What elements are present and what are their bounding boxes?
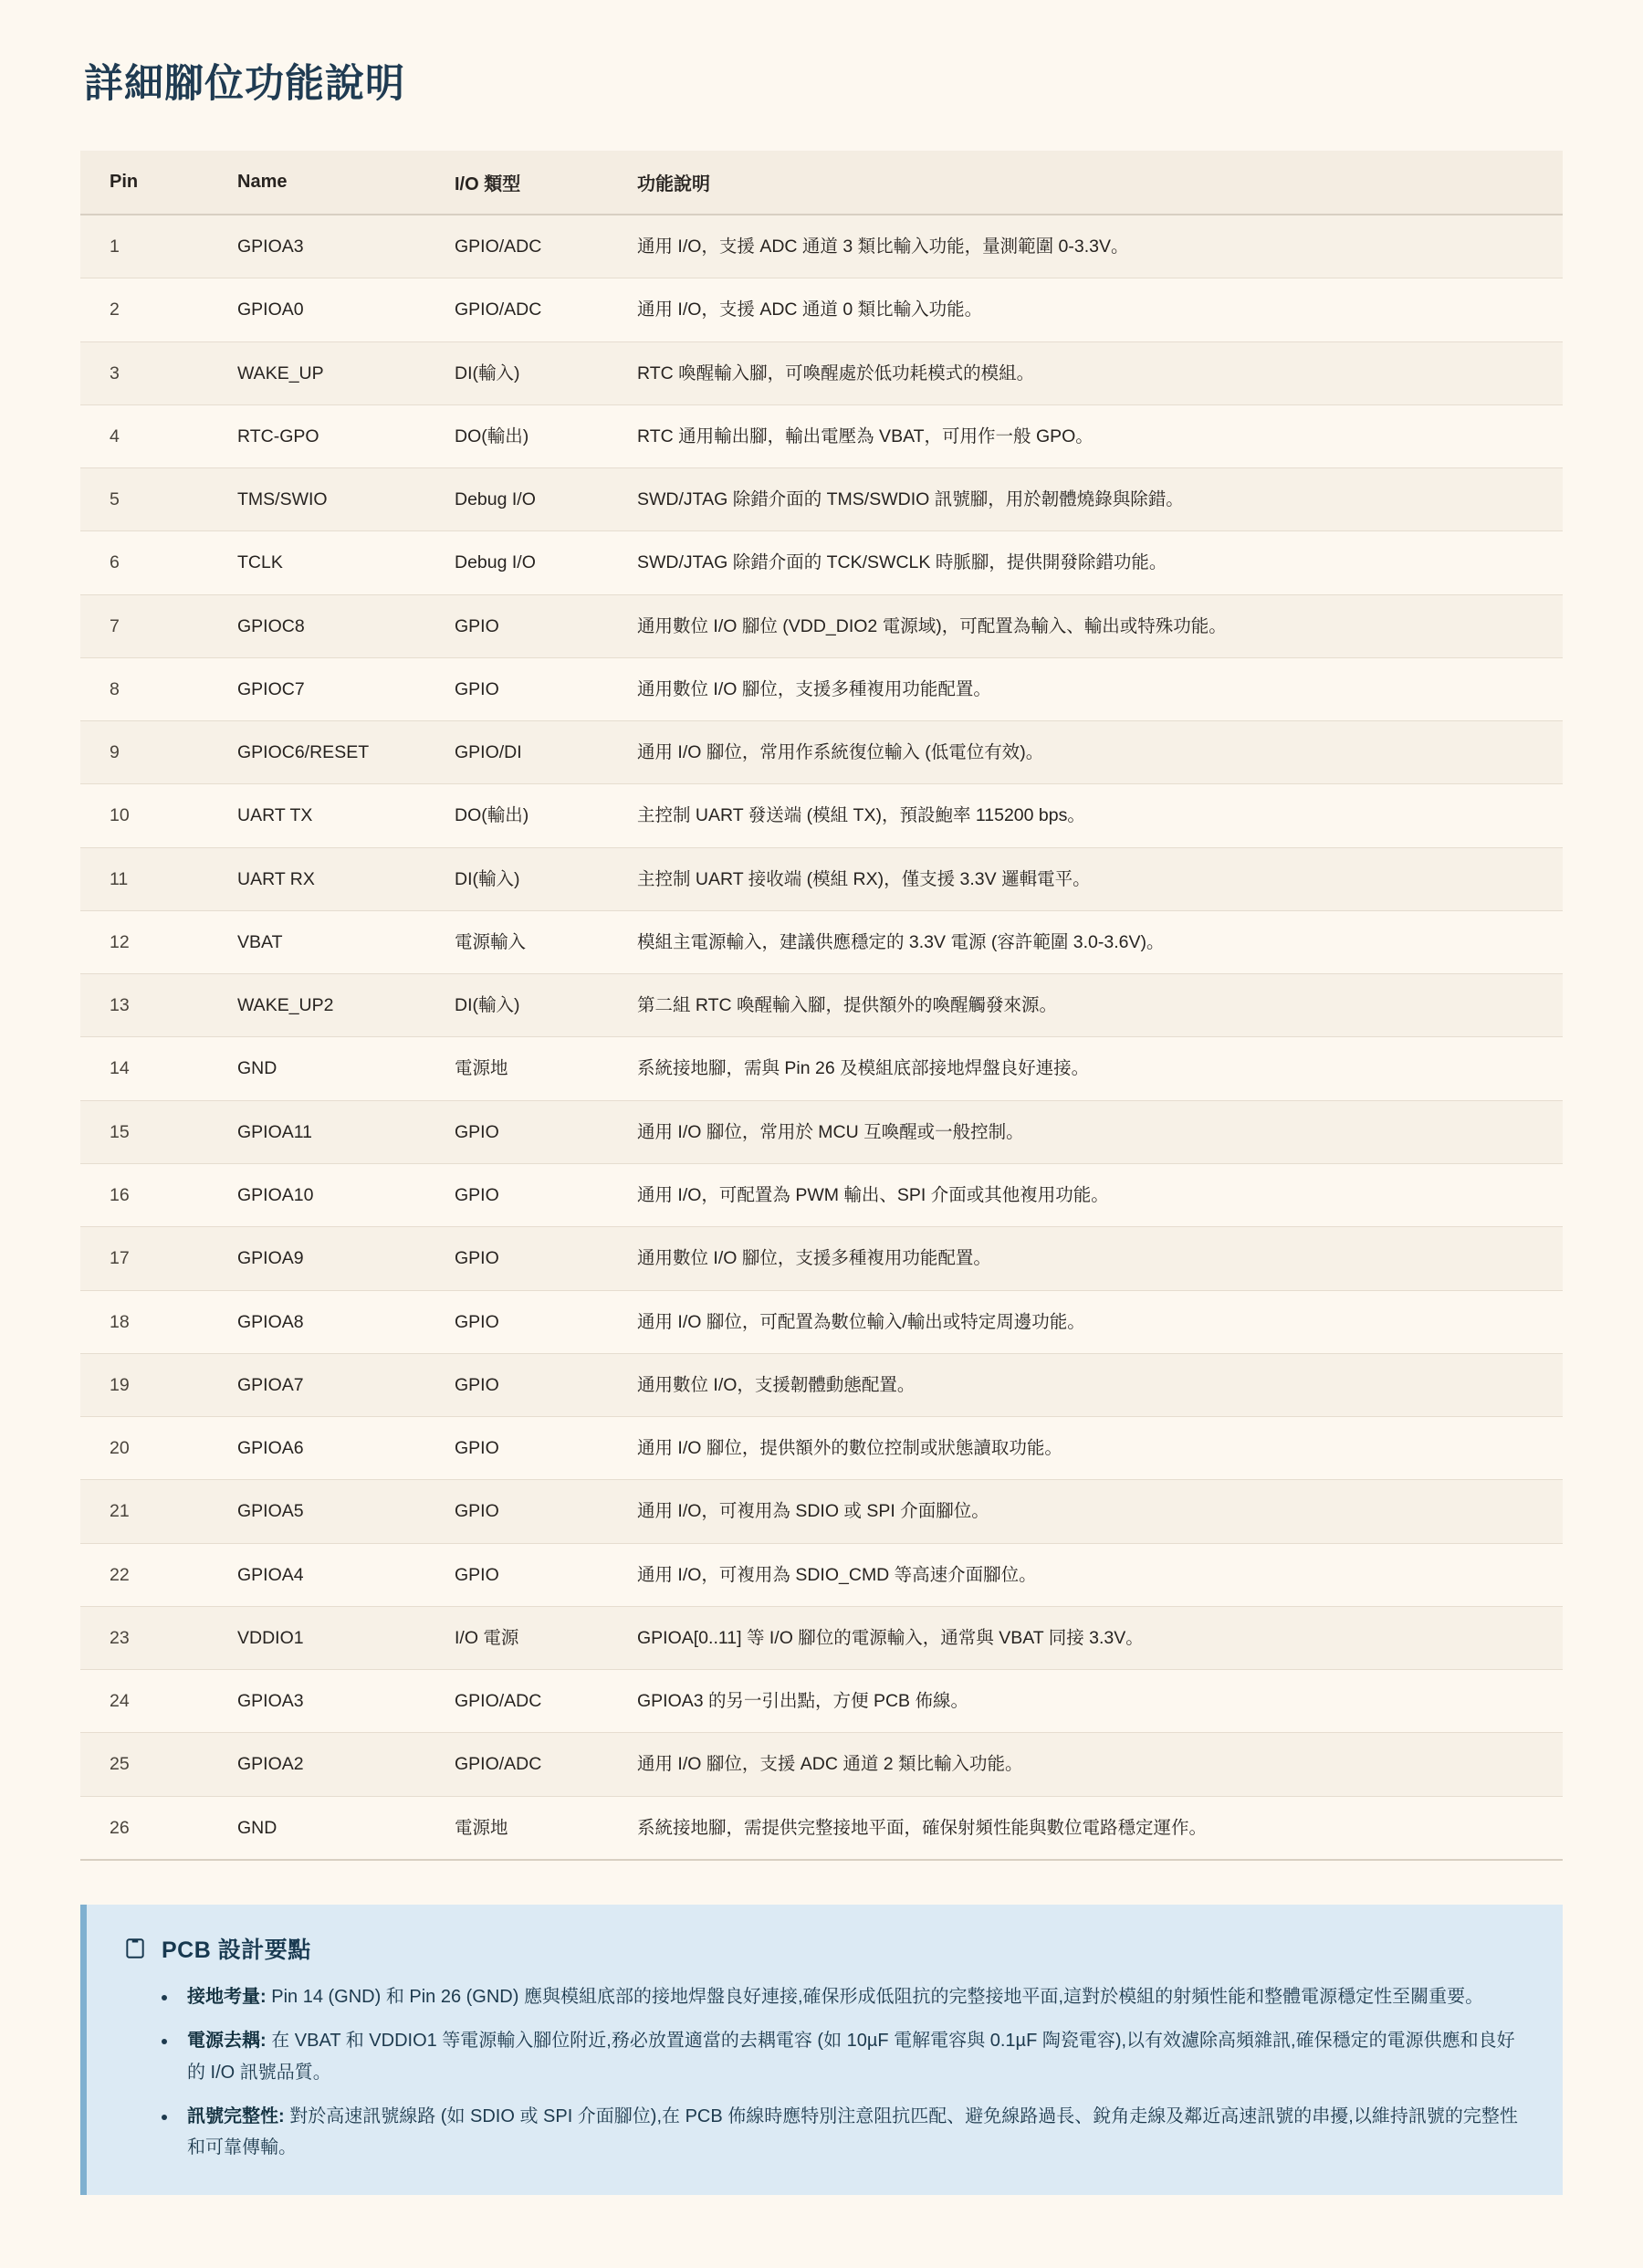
pin-cell: 1 [80,215,225,278]
io-type-cell: GPIO [442,1163,624,1226]
description-cell: 模組主電源輸入，建議供應穩定的 3.3V 電源 (容許範圍 3.0-3.6V)。 [624,910,1563,973]
pin-cell: 23 [80,1606,225,1669]
description-cell: 通用 I/O，支援 ADC 通道 3 類比輸入功能，量測範圍 0-3.3V。 [624,215,1563,278]
notice-item-label: 電源去耦: [187,2031,267,2052]
description-cell: 通用數位 I/O 腳位，支援多種複用功能配置。 [624,1227,1563,1290]
pin-cell: 22 [80,1543,225,1606]
name-cell: GPIOC6/RESET [225,721,442,784]
description-cell: RTC 通用輸出腳，輸出電壓為 VBAT，可用作一般 GPO。 [624,404,1563,467]
name-cell: GPIOA11 [225,1100,442,1163]
table-row [80,974,1563,1037]
name-cell: UART TX [225,784,442,847]
column-header-desc: 功能說明 [624,151,1563,215]
description-cell: 通用 I/O 腳位，可配置為數位輸入/輸出或特定周邊功能。 [624,1290,1563,1353]
io-type-cell: GPIO/ADC [442,1670,624,1733]
notice-item-text: 在 VBAT 和 VDDIO1 等電源輸入腳位附近,務必放置適當的去耦電容 (如 10µF 電解電容與 0.1µF 陶瓷電容),以有效濾除高頻雜訊,確保穩定的電源供應和良好的 I/O 訊號品質。 [187,2031,1515,2083]
notice-item-label: 訊號完整性: [187,2106,285,2127]
notice-item-text: 對於高速訊號線路 (如 SDIO 或 SPI 介面腳位),在 PCB 佈線時應特別注意阻抗匹配、避免線路過長、銳角走線及鄰近高速訊號的串擾,以維持訊號的完整性和可靠傳輸。 [187,2106,1518,2158]
table-header [80,151,1563,215]
description-cell: RTC 喚醒輸入腳，可喚醒處於低功耗模式的模組。 [624,341,1563,404]
table-row [80,468,1563,531]
io-type-cell: GPIO/ADC [442,1733,624,1796]
io-type-cell: GPIO/DI [442,721,624,784]
table-row [80,215,1563,278]
description-cell: 通用 I/O，可複用為 SDIO 或 SPI 介面腳位。 [624,1480,1563,1543]
io-type-cell: DI(輸入) [442,341,624,404]
io-type-cell: GPIO [442,1227,624,1290]
table-row [80,1037,1563,1100]
pcb-design-notice [80,1905,1563,2195]
name-cell: GPIOA3 [225,1670,442,1733]
name-cell: GPIOA10 [225,1163,442,1226]
description-cell: 通用 I/O 腳位，支援 ADC 通道 2 類比輸入功能。 [624,1733,1563,1796]
notice-item-label: 接地考量: [187,1986,267,2007]
io-type-cell: GPIO [442,1480,624,1543]
table-row [80,847,1563,910]
name-cell: VDDIO1 [225,1606,442,1669]
io-type-cell: 電源地 [442,1037,624,1100]
name-cell: GPIOA7 [225,1353,442,1416]
pin-cell: 6 [80,531,225,594]
io-type-cell: Debug I/O [442,531,624,594]
notice-list-item [178,2025,1526,2088]
name-cell: RTC-GPO [225,404,442,467]
pin-cell: 4 [80,404,225,467]
io-type-cell: GPIO [442,657,624,720]
table-row [80,1100,1563,1163]
name-cell: GPIOA3 [225,215,442,278]
table-row [80,404,1563,467]
pin-cell: 11 [80,847,225,910]
description-cell: 主控制 UART 發送端 (模組 TX)，預設鮑率 115200 bps。 [624,784,1563,847]
notice-list-item [178,1981,1526,2012]
name-cell: TMS/SWIO [225,468,442,531]
io-type-cell: Debug I/O [442,468,624,531]
description-cell: SWD/JTAG 除錯介面的 TMS/SWDIO 訊號腳，用於韌體燒錄與除錯。 [624,468,1563,531]
pin-cell: 2 [80,278,225,341]
table-row [80,1670,1563,1733]
table-row [80,1290,1563,1353]
description-cell: 通用 I/O 腳位，常用作系統復位輸入 (低電位有效)。 [624,721,1563,784]
notice-list [123,1981,1526,2164]
pin-function-table [80,151,1563,1861]
pin-cell: 19 [80,1353,225,1416]
name-cell: WAKE_UP [225,341,442,404]
table-row [80,910,1563,973]
pin-cell: 3 [80,341,225,404]
name-cell: TCLK [225,531,442,594]
description-cell: GPIOA3 的另一引出點，方便 PCB 佈線。 [624,1670,1563,1733]
name-cell: GND [225,1037,442,1100]
pin-cell: 12 [80,910,225,973]
pin-cell: 5 [80,468,225,531]
notice-header [123,1932,1526,1965]
pin-cell: 17 [80,1227,225,1290]
pin-cell: 16 [80,1163,225,1226]
name-cell: WAKE_UP2 [225,974,442,1037]
table-row [80,1353,1563,1416]
pin-cell: 13 [80,974,225,1037]
description-cell: 通用 I/O，支援 ADC 通道 0 類比輸入功能。 [624,278,1563,341]
io-type-cell: 電源輸入 [442,910,624,973]
io-type-cell: GPIO [442,1100,624,1163]
io-type-cell: GPIO [442,594,624,657]
io-type-cell: I/O 電源 [442,1606,624,1669]
io-type-cell: GPIO [442,1290,624,1353]
description-cell: 第二組 RTC 喚醒輸入腳，提供額外的喚醒觸發來源。 [624,974,1563,1037]
description-cell: 通用 I/O 腳位，提供額外的數位控制或狀態讀取功能。 [624,1417,1563,1480]
name-cell: GPIOA4 [225,1543,442,1606]
name-cell: VBAT [225,910,442,973]
page-title: 詳細腳位功能說明 [84,62,405,106]
description-cell: 通用 I/O 腳位，常用於 MCU 互喚醒或一般控制。 [624,1100,1563,1163]
description-cell: 主控制 UART 接收端 (模組 RX)，僅支援 3.3V 邏輯電平。 [624,847,1563,910]
pin-cell: 10 [80,784,225,847]
name-cell: GND [225,1796,442,1860]
name-cell: GPIOA0 [225,278,442,341]
table-row [80,1480,1563,1543]
io-type-cell: 電源地 [442,1796,624,1860]
description-cell: SWD/JTAG 除錯介面的 TCK/SWCLK 時脈腳，提供開發除錯功能。 [624,531,1563,594]
description-cell: 系統接地腳，需提供完整接地平面，確保射頻性能與數位電路穩定運作。 [624,1796,1563,1860]
pin-cell: 14 [80,1037,225,1100]
pin-cell: 26 [80,1796,225,1860]
description-cell: 通用數位 I/O 腳位 (VDD_DIO2 電源域)，可配置為輸入、輸出或特殊功能。 [624,594,1563,657]
column-header-io: I/O 類型 [442,151,624,215]
pin-cell: 18 [80,1290,225,1353]
name-cell: GPIOA8 [225,1290,442,1353]
table-row [80,594,1563,657]
name-cell: UART RX [225,847,442,910]
io-type-cell: DI(輸入) [442,847,624,910]
table-header-row [80,151,1563,215]
pin-cell: 24 [80,1670,225,1733]
name-cell: GPIOA2 [225,1733,442,1796]
pin-cell: 20 [80,1417,225,1480]
name-cell: GPIOC7 [225,657,442,720]
notice-list-item [178,2101,1526,2164]
table-row [80,657,1563,720]
table-row [80,1796,1563,1860]
io-type-cell: DI(輸入) [442,974,624,1037]
io-type-cell: DO(輸出) [442,404,624,467]
table-row [80,341,1563,404]
description-cell: 系統接地腳，需與 Pin 26 及模組底部接地焊盤良好連接。 [624,1037,1563,1100]
clipboard-icon [123,1937,147,1960]
table-row [80,1543,1563,1606]
table-body [80,215,1563,1860]
notice-title: PCB 設計要點 [162,1937,311,1963]
pin-cell: 25 [80,1733,225,1796]
io-type-cell: GPIO/ADC [442,215,624,278]
io-type-cell: GPIO [442,1543,624,1606]
description-cell: GPIOA[0..11] 等 I/O 腳位的電源輸入，通常與 VBAT 同接 3.3V。 [624,1606,1563,1669]
name-cell: GPIOA5 [225,1480,442,1543]
table-row [80,1606,1563,1669]
description-cell: 通用數位 I/O，支援韌體動態配置。 [624,1353,1563,1416]
description-cell: 通用 I/O，可配置為 PWM 輸出、SPI 介面或其他複用功能。 [624,1163,1563,1226]
io-type-cell: DO(輸出) [442,784,624,847]
description-cell: 通用 I/O，可複用為 SDIO_CMD 等高速介面腳位。 [624,1543,1563,1606]
table-row [80,721,1563,784]
name-cell: GPIOA6 [225,1417,442,1480]
pin-cell: 8 [80,657,225,720]
io-type-cell: GPIO [442,1353,624,1416]
column-header-name: Name [225,151,442,215]
notice-item-text: Pin 14 (GND) 和 Pin 26 (GND) 應與模組底部的接地焊盤良好連接,確保形成低阻抗的完整接地平面,這對於模組的射頻性能和整體電源穩定性至關重要。 [266,1986,1484,2007]
table-row [80,531,1563,594]
io-type-cell: GPIO/ADC [442,278,624,341]
pin-cell: 9 [80,721,225,784]
table-row [80,278,1563,341]
pin-cell: 7 [80,594,225,657]
pin-cell: 15 [80,1100,225,1163]
table-row [80,1733,1563,1796]
table-row [80,1417,1563,1480]
io-type-cell: GPIO [442,1417,624,1480]
table-row [80,1163,1563,1226]
description-cell: 通用數位 I/O 腳位，支援多種複用功能配置。 [624,657,1563,720]
pin-cell: 21 [80,1480,225,1543]
column-header-pin: Pin [80,151,225,215]
name-cell: GPIOA9 [225,1227,442,1290]
table-row [80,784,1563,847]
name-cell: GPIOC8 [225,594,442,657]
table-row [80,1227,1563,1290]
